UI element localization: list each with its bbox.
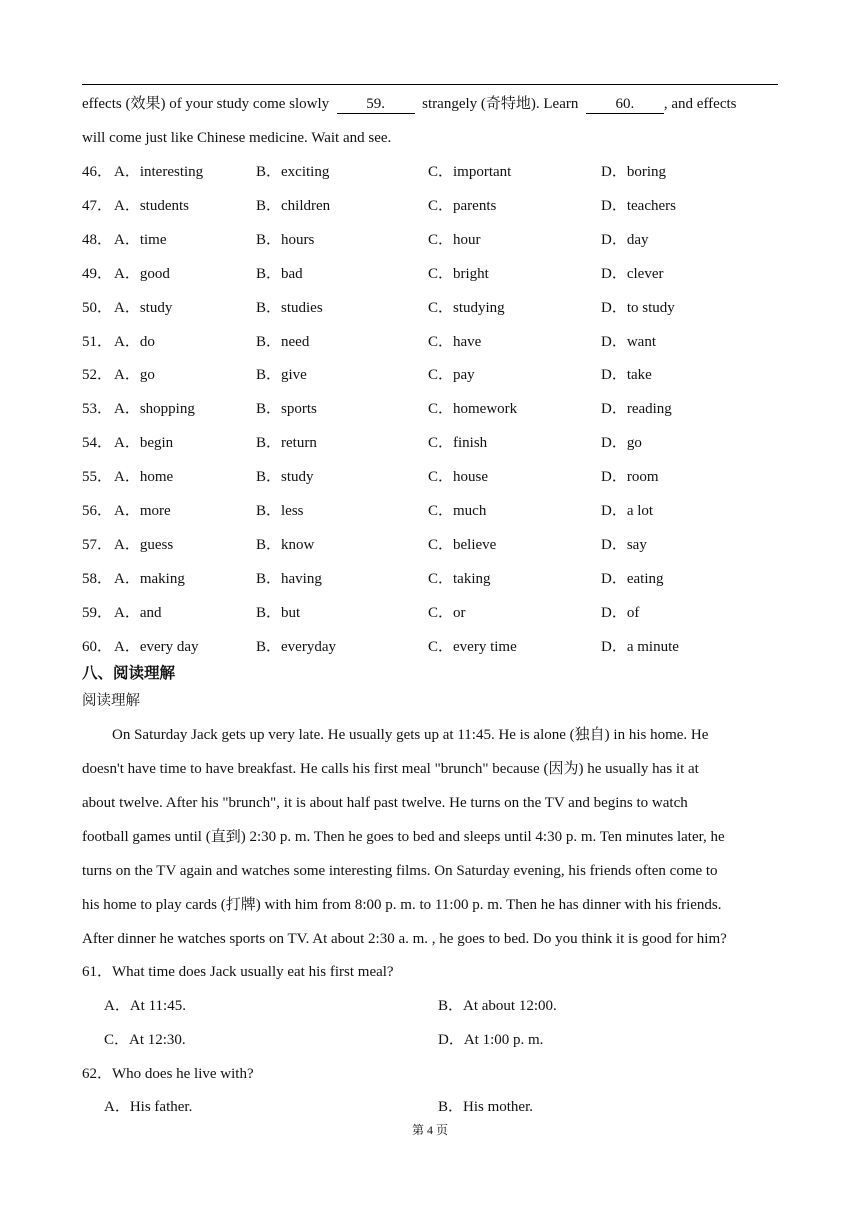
question-option: C．taking [428, 571, 491, 587]
question-option: D．room [601, 469, 659, 485]
question-number: 57． [82, 537, 113, 553]
question-number: 46． [82, 164, 113, 180]
question-option: A．guess [114, 537, 174, 553]
section-subtitle: 阅读理解 [82, 693, 140, 709]
question-option: A．study [114, 300, 173, 316]
question-option: D．want [601, 334, 656, 350]
reading-line-1: On Saturday Jack gets up very late. He usually gets up at 11:45. He is alone (独自) in his home. He [112, 727, 709, 743]
question-option: C．bright [428, 266, 489, 282]
blank-59: 59. [337, 95, 415, 114]
question-option: D．of [601, 605, 640, 621]
question-62-stem: 62．Who does he live with? [82, 1066, 254, 1082]
question-option: C．parents [428, 198, 497, 214]
question-option: C．have [428, 334, 482, 350]
question-option: C．much [428, 503, 487, 519]
reading-line-5: turns on the TV again and watches some interesting films. On Saturday evening, his friends often come to [82, 863, 718, 879]
question-number: 54． [82, 435, 113, 451]
question-option: D．to study [601, 300, 675, 316]
question-option: B．having [256, 571, 322, 587]
question-option: A．more [114, 503, 171, 519]
question-option: A．and [114, 605, 162, 621]
question-option: D．go [601, 435, 642, 451]
question-option: D．reading [601, 401, 672, 417]
question-option: B．sports [256, 401, 317, 417]
question-option: D．teachers [601, 198, 676, 214]
question-option: D．say [601, 537, 647, 553]
question-option: C．finish [428, 435, 488, 451]
question-option: D．a minute [601, 639, 679, 655]
reading-line-4: football games until (直到) 2:30 p. m. Then he goes to bed and sleeps until 4:30 p. m. Ten minutes later, he [82, 829, 725, 845]
question-number: 52． [82, 367, 113, 383]
question-option: A．do [114, 334, 155, 350]
question-option: D．day [601, 232, 649, 248]
question-option: B．return [256, 435, 317, 451]
question-number: 53． [82, 401, 113, 417]
question-option: C．important [428, 164, 512, 180]
question-61-stem: 61．What time does Jack usually eat his first meal? [82, 964, 394, 980]
question-option: B．children [256, 198, 331, 214]
reading-line-3: about twelve. After his "brunch", it is about half past twelve. He turns on the TV and begins to watch [82, 795, 688, 811]
question-62-option-b: B．His mother. [438, 1099, 534, 1115]
question-option: C．or [428, 605, 466, 621]
question-option: D．boring [601, 164, 666, 180]
question-number: 48． [82, 232, 113, 248]
question-option: B．hours [256, 232, 315, 248]
question-option: B．everyday [256, 639, 336, 655]
question-option: B．study [256, 469, 314, 485]
question-62-option-a: A．His father. [104, 1099, 193, 1115]
question-option: C．pay [428, 367, 475, 383]
passage-text-after-60: , and effects [663, 96, 737, 112]
question-option: C．every time [428, 639, 517, 655]
question-option: B．studies [256, 300, 323, 316]
question-option: B．exciting [256, 164, 330, 180]
question-option: C．homework [428, 401, 518, 417]
passage-line-2: will come just like Chinese medicine. Wait and see. [82, 130, 392, 146]
question-number: 60． [82, 639, 113, 655]
question-number: 58． [82, 571, 113, 587]
question-option: A．making [114, 571, 185, 587]
question-option: C．studying [428, 300, 505, 316]
question-number: 59． [82, 605, 113, 621]
question-option: B．less [256, 503, 304, 519]
question-option: A．shopping [114, 401, 195, 417]
question-option: B．but [256, 605, 301, 621]
passage-text-before-59: effects (效果) of your study come slowly [82, 96, 330, 112]
header-rule [82, 84, 778, 85]
question-option: A．interesting [114, 164, 204, 180]
passage-text-between: strangely (奇特地). Learn [422, 96, 579, 112]
question-option: A．time [114, 232, 167, 248]
question-number: 47． [82, 198, 113, 214]
question-option: A．every day [114, 639, 199, 655]
question-option: A．good [114, 266, 170, 282]
question-option: A．go [114, 367, 155, 383]
question-number: 49． [82, 266, 113, 282]
reading-line-7: After dinner he watches sports on TV. At about 2:30 a. m. , he goes to bed. Do you think it is good for him? [82, 931, 727, 947]
question-option: B．know [256, 537, 315, 553]
question-number: 56． [82, 503, 113, 519]
question-option: D．a lot [601, 503, 654, 519]
question-61-option-d: D．At 1:00 p. m. [438, 1032, 544, 1048]
question-number: 50． [82, 300, 113, 316]
question-61-option-a: A．At 11:45. [104, 998, 186, 1014]
question-number: 55． [82, 469, 113, 485]
passage-line-1 [82, 94, 736, 114]
question-option: B．bad [256, 266, 303, 282]
question-option: B．give [256, 367, 307, 383]
question-option: C．believe [428, 537, 497, 553]
section-title: 八、阅读理解 [82, 664, 176, 682]
question-61-option-b: B．At about 12:00. [438, 998, 557, 1014]
blank-60: 60. [586, 95, 664, 114]
question-option: D．eating [601, 571, 664, 587]
question-number: 51． [82, 334, 113, 350]
reading-line-6: his home to play cards (打牌) with him from 8:00 p. m. to 11:00 p. m. Then he has dinner with his friends. [82, 897, 722, 913]
question-option: C．hour [428, 232, 481, 248]
question-option: D．clever [601, 266, 664, 282]
question-option: A．begin [114, 435, 174, 451]
question-61-option-c: C．At 12:30. [104, 1032, 186, 1048]
question-option: A．home [114, 469, 174, 485]
reading-line-2: doesn't have time to have breakfast. He calls his first meal "brunch" because (因为) he usually has it at [82, 761, 699, 777]
question-option: A．students [114, 198, 190, 214]
question-option: B．need [256, 334, 310, 350]
question-option: D．take [601, 367, 652, 383]
page-number: 第 4 页 [411, 1123, 448, 1137]
question-option: C．house [428, 469, 489, 485]
